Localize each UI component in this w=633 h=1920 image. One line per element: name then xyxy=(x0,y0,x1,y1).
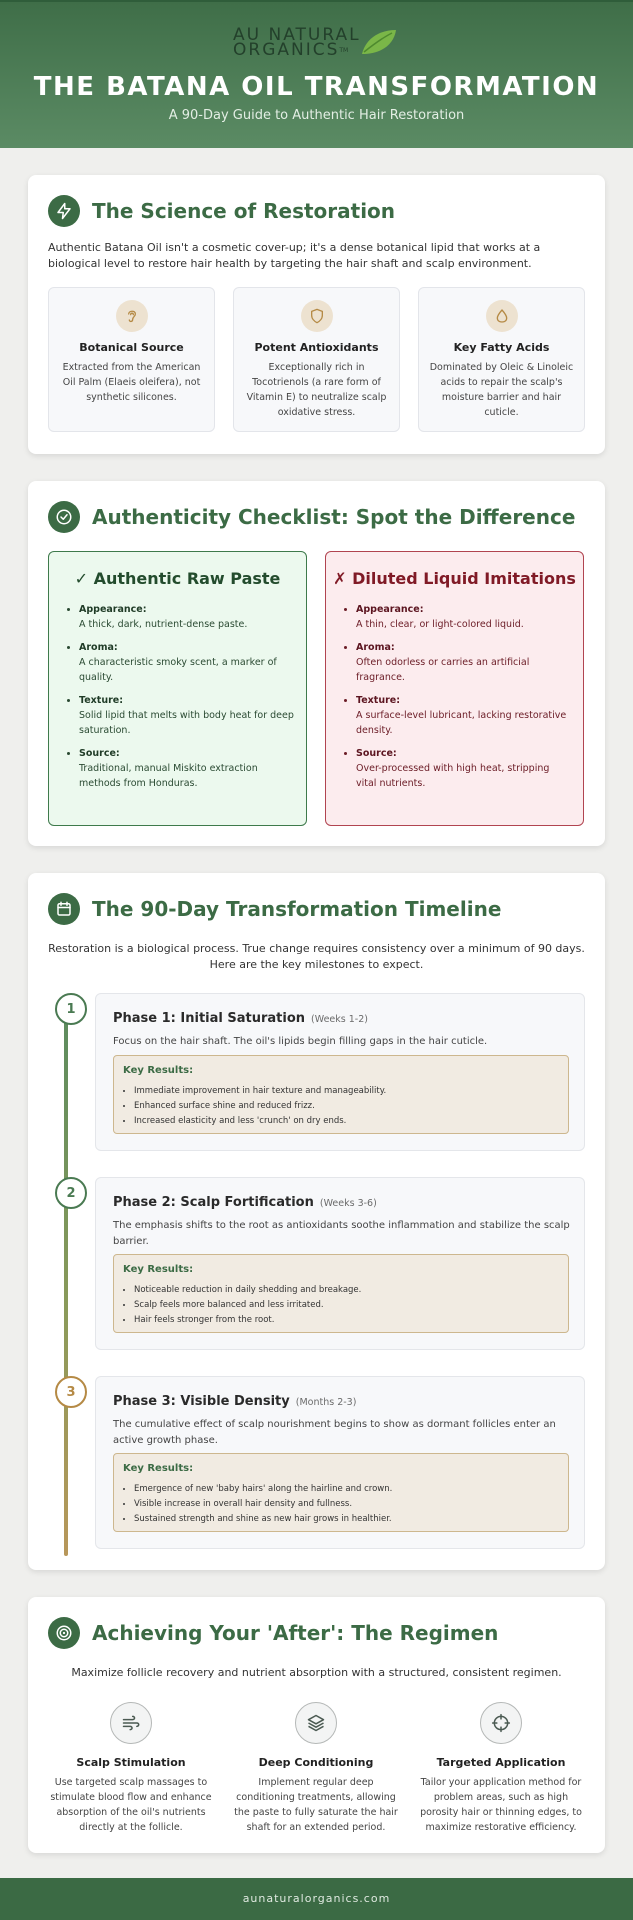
list-item: • Hair feels stronger from the root. xyxy=(134,1313,361,1328)
phase-card-1 xyxy=(95,993,585,1151)
list-item: • Aroma: A characteristic smoky scent, a marker of quality. xyxy=(79,640,294,685)
page-footer xyxy=(0,1878,633,1920)
list-item: • Immediate improvement in hair texture and manageability. xyxy=(134,1084,386,1099)
science-section xyxy=(28,175,605,454)
regimen-section xyxy=(28,1597,605,1853)
phase-description: Focus on the hair shaft. The oil's lipids begin filling gaps in the hair cuticle. xyxy=(113,1036,488,1047)
list-item: • Noticeable reduction in daily shedding and breakage. xyxy=(134,1283,361,1298)
wind-icon xyxy=(110,1702,152,1744)
key-results-box xyxy=(113,1453,569,1532)
leaf-icon xyxy=(360,28,398,56)
section-title: Achieving Your 'After': The Regimen xyxy=(92,1621,499,1645)
science-box-title: Key Fatty Acids xyxy=(453,341,550,354)
section-title: The 90-Day Transformation Timeline xyxy=(92,897,502,921)
target-icon xyxy=(48,1617,80,1649)
list-item: • Source: Over-processed with high heat, stripping vital nutrients. xyxy=(356,746,571,791)
droplet-icon xyxy=(486,300,518,332)
regimen-item-scalp-stimulation xyxy=(46,1702,216,1835)
page-header xyxy=(0,0,633,148)
section-title: Authenticity Checklist: Spot the Difference xyxy=(92,505,576,529)
calendar-icon xyxy=(48,893,80,925)
science-box-text: Exceptionally rich in Tocotrienols (a rare form of Vitamin E) to neutralize scalp oxidative stress. xyxy=(246,362,387,418)
list-item: • Aroma: Often odorless or carries an artificial fragrance. xyxy=(356,640,571,685)
imitation-panel-title: ✗ Diluted Liquid Imitations xyxy=(333,569,576,588)
regimen-item-text: Use targeted scalp massages to stimulate blood flow and enhance absorption of the oil's nutrients directly at the follicle. xyxy=(50,1777,212,1833)
list-item: • Enhanced surface shine and reduced frizz. xyxy=(134,1099,386,1114)
regimen-item-title: Scalp Stimulation xyxy=(76,1756,186,1769)
phase-duration: (Weeks 1-2) xyxy=(311,1014,368,1025)
phase-number-badge: 3 xyxy=(55,1376,87,1408)
imitation-panel xyxy=(325,551,584,826)
regimen-item-text: Implement regular deep conditioning treatments, allowing the paste to fully saturate the hair shaft for an extended period. xyxy=(234,1777,398,1833)
phase-description: The cumulative effect of scalp nourishment begins to show as dormant follicles enter an active growth phase. xyxy=(113,1419,556,1446)
phase-number-badge: 1 xyxy=(55,993,87,1025)
key-results-title: Key Results: xyxy=(123,1065,194,1076)
crosshair-icon xyxy=(480,1702,522,1744)
phase-duration: (Weeks 3-6) xyxy=(319,1198,377,1209)
list-item: • Appearance: A thin, clear, or light-colored liquid. xyxy=(356,602,571,632)
page-subtitle: A 90-Day Guide to Authentic Hair Restoration xyxy=(168,108,465,123)
list-item: • Emergence of new 'baby hairs' along the hairline and crown. xyxy=(134,1482,392,1497)
logo-wordmark xyxy=(233,25,361,60)
brand-logo xyxy=(0,24,633,64)
science-box-title: Botanical Source xyxy=(79,341,184,354)
phase-card-3 xyxy=(95,1376,585,1549)
list-item: • Texture: Solid lipid that melts with body heat for deep saturation. xyxy=(79,693,294,738)
timeline-line xyxy=(64,1003,68,1556)
check-circle-icon xyxy=(48,501,80,533)
phase-description: The emphasis shifts to the root as antioxidants soothe inflammation and stabilize the scalp barrier. xyxy=(113,1220,570,1247)
phase-title: Phase 3: Visible Density (Months 2-3) xyxy=(113,1394,357,1409)
checklist-section xyxy=(28,481,605,846)
list-item: • Texture: A surface-level lubricant, lacking restorative density. xyxy=(356,693,571,738)
authentic-panel-title: ✓ Authentic Raw Paste xyxy=(74,569,281,588)
science-box-text: Extracted from the American Oil Palm (Elaeis oleifera), not synthetic silicones. xyxy=(62,362,201,403)
key-results-box xyxy=(113,1254,569,1333)
trademark-mark: TM xyxy=(339,47,349,54)
timeline-section xyxy=(28,873,605,1570)
key-results-box xyxy=(113,1055,569,1134)
shield-icon xyxy=(301,300,333,332)
footer-url-link[interactable]: aunaturalorganics.com xyxy=(242,1892,391,1905)
regimen-item-deep-conditioning xyxy=(231,1702,401,1835)
section-intro: Authentic Batana Oil isn't a cosmetic cover-up; it's a dense botanical lipid that works at a biological level to restore hair health by targeting the hair shaft and scalp environment. xyxy=(48,241,541,270)
section-title: The Science of Restoration xyxy=(92,199,396,223)
regimen-item-targeted-application xyxy=(416,1702,586,1835)
science-box-text: Dominated by Oleic & Linoleic acids to repair the scalp's moisture barrier and hair cuticle. xyxy=(429,362,574,418)
science-box-botanical xyxy=(48,287,215,432)
science-box-antioxidants xyxy=(233,287,400,432)
section-intro: Maximize follicle recovery and nutrient absorption with a structured, consistent regimen. xyxy=(71,1666,562,1679)
section-intro: Restoration is a biological process. True change requires consistency over a minimum of 90 days. Here are the key milestones to expect. xyxy=(48,942,585,971)
phase-card-2 xyxy=(95,1177,585,1350)
phase-title: Phase 2: Scalp Fortification (Weeks 3-6) xyxy=(113,1195,377,1210)
list-item: • Sustained strength and shine as new hair grows in healthier. xyxy=(134,1512,392,1527)
science-box-title: Potent Antioxidants xyxy=(254,341,379,354)
regimen-item-title: Targeted Application xyxy=(436,1756,566,1769)
logo-line-1: AU NATURAL xyxy=(233,25,361,45)
phase-title: Phase 1: Initial Saturation (Weeks 1-2) xyxy=(113,1011,368,1026)
logo-line-2: ORGANICS xyxy=(233,40,340,60)
phase-duration: (Months 2-3) xyxy=(295,1397,357,1408)
list-item: • Source: Traditional, manual Miskito extraction methods from Honduras. xyxy=(79,746,294,791)
list-item: • Visible increase in overall hair density and fullness. xyxy=(134,1497,392,1512)
regimen-item-title: Deep Conditioning xyxy=(258,1756,374,1769)
ear-icon xyxy=(116,300,148,332)
authentic-panel xyxy=(48,551,307,826)
regimen-item-text: Tailor your application method for problem areas, such as high porosity hair or thinning edges, to maximize restorative efficiency. xyxy=(420,1777,582,1833)
list-item: • Scalp feels more balanced and less irritated. xyxy=(134,1298,361,1313)
layers-icon xyxy=(295,1702,337,1744)
list-item: • Appearance: A thick, dark, nutrient-dense paste. xyxy=(79,602,294,632)
phase-number-badge: 2 xyxy=(55,1177,87,1209)
list-item: • Increased elasticity and less 'crunch' on dry ends. xyxy=(134,1114,386,1129)
science-box-fatty-acids xyxy=(418,287,585,432)
bolt-icon xyxy=(48,195,80,227)
key-results-title: Key Results: xyxy=(123,1463,194,1474)
key-results-title: Key Results: xyxy=(123,1264,194,1275)
page-title: THE BATANA OIL TRANSFORMATION xyxy=(33,72,600,102)
